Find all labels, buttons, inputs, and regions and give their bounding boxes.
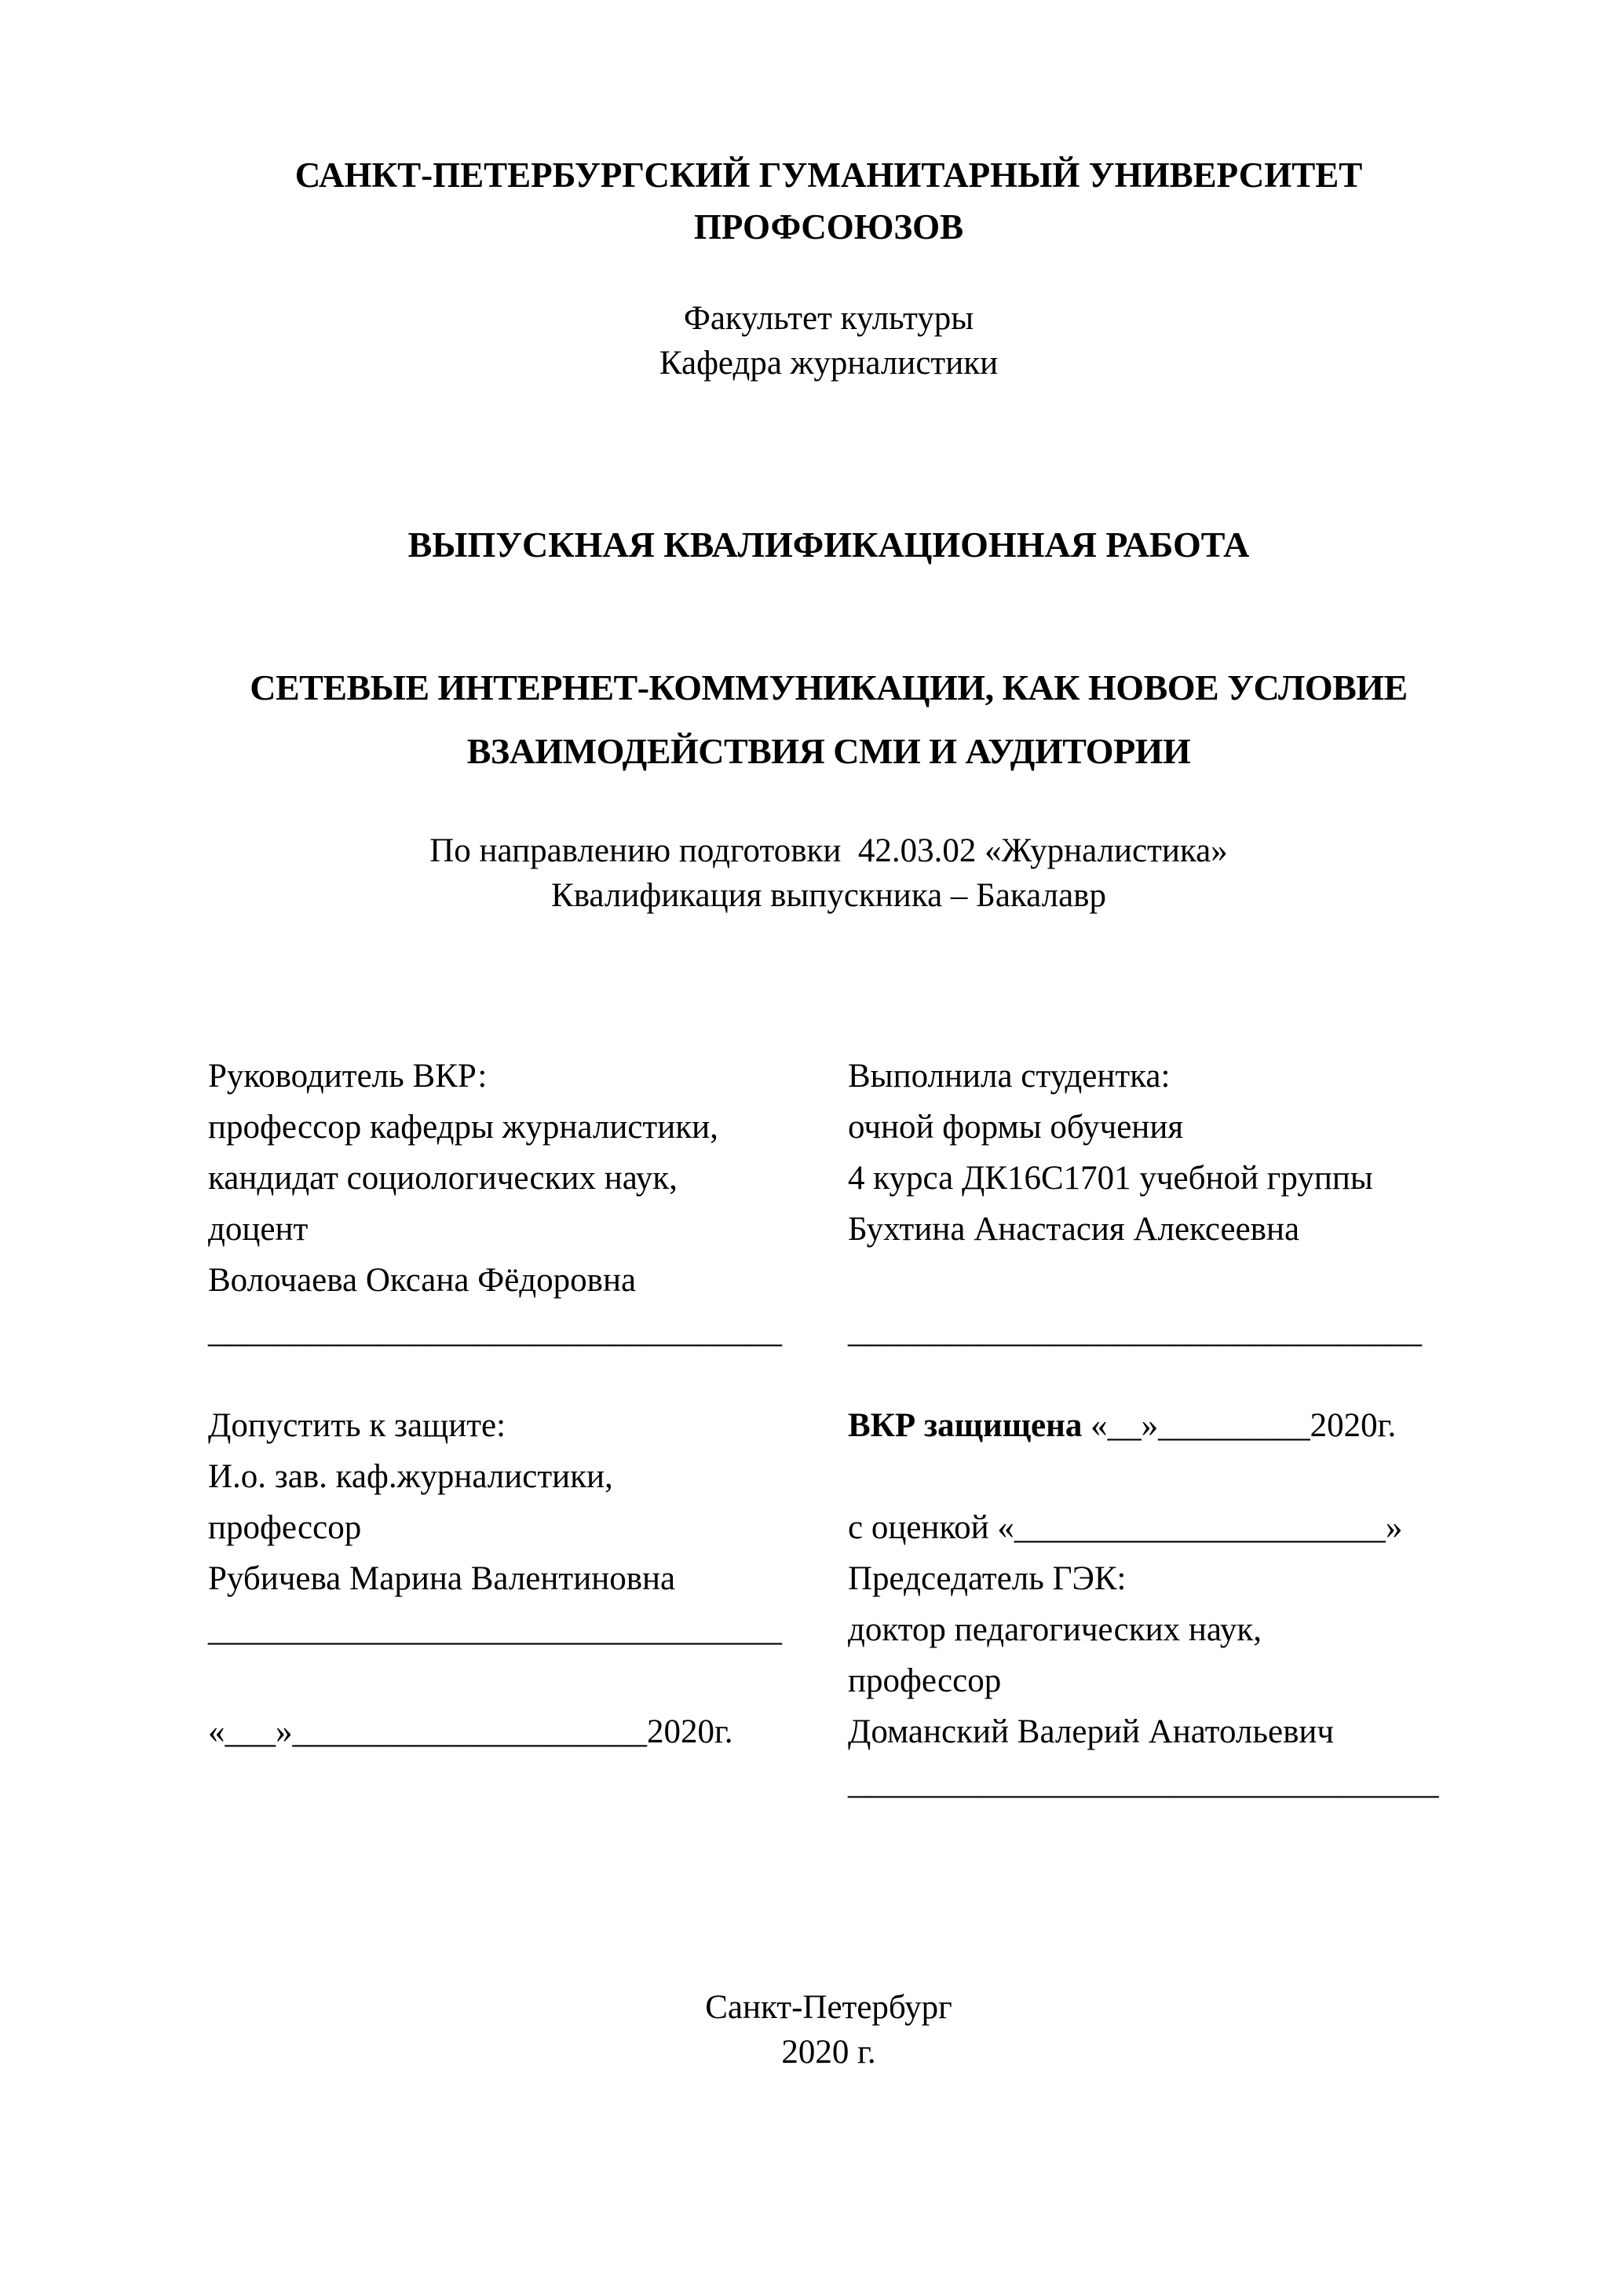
supervisor-role-label: Руководитель ВКР: <box>208 1058 488 1095</box>
supervisor-signature-line: __________________________________ <box>208 1313 782 1350</box>
gek-chair-degree: доктор педагогических наук, <box>848 1611 1262 1648</box>
spacer-line <box>208 1655 789 1706</box>
student-study-form: очной формы обучения <box>848 1109 1184 1146</box>
faculty-name: Факультет культуры <box>683 300 974 337</box>
admission-position-line1: И.о. зав. каф.журналистики, <box>208 1458 613 1495</box>
work-type-heading: ВЫПУСКНАЯ КВАЛИФИКАЦИОННАЯ РАБОТА <box>407 525 1250 565</box>
footer-city: Санкт-Петербург <box>705 1989 952 2026</box>
defense-signature-line: ___________________________________ <box>848 1764 1439 1801</box>
spacer-line <box>848 1255 1449 1306</box>
defense-date-line <box>848 1400 1449 1451</box>
admission-heading: Допустить к защите: <box>208 1407 506 1444</box>
footer-year: 2020 г. <box>781 2034 876 2071</box>
admission-date-line: «___»_____________________2020г. <box>208 1713 733 1750</box>
defense-column <box>848 1400 1449 1808</box>
supervisor-position-line2: кандидат социологических наук, <box>208 1160 678 1197</box>
admission-signature-line: __________________________________ <box>208 1611 782 1648</box>
supervisor-name: Волочаева Оксана Фёдоровна <box>208 1262 637 1299</box>
defense-date-rest: «__»_________2020г. <box>1082 1407 1397 1444</box>
gek-chair-name: Доманский Валерий Анатольевич <box>848 1713 1335 1750</box>
student-name: Бухтина Анастасия Алексеевна <box>848 1211 1300 1248</box>
student-group: 4 курса ДК16С1701 учебной группы <box>848 1160 1373 1197</box>
admission-name: Рубичева Марина Валентиновна <box>208 1560 676 1597</box>
gek-chair-label: Председатель ГЭК: <box>848 1560 1127 1597</box>
supervisor-position-line1: профессор кафедры журналистики, <box>208 1109 718 1146</box>
admission-column <box>208 1400 789 1808</box>
thesis-title-line2: ВЗАИМОДЕЙСТВИЯ СМИ И АУДИТОРИИ <box>466 731 1191 771</box>
thesis-title-line1: СЕТЕВЫЕ ИНТЕРНЕТ-КОММУНИКАЦИИ, КАК НОВОЕ УСЛОВИЕ <box>250 667 1408 707</box>
admission-position-line2: профессор <box>208 1509 362 1546</box>
defense-label: ВКР защищена <box>848 1407 1083 1444</box>
student-column <box>848 1051 1449 1357</box>
student-signature-line: __________________________________ <box>848 1313 1422 1350</box>
gek-chair-rank: профессор <box>848 1662 1002 1699</box>
study-program: По направлению подготовки 42.03.02 «Журналистика» <box>429 832 1228 869</box>
supervisor-position-line3: доцент <box>208 1211 309 1248</box>
graduate-qualification: Квалификация выпускника – Бакалавр <box>551 877 1106 914</box>
university-name-line2: ПРОФСОЮЗОВ <box>693 207 964 247</box>
student-role-label: Выполнила студентка: <box>848 1058 1171 1095</box>
supervisor-column <box>208 1051 789 1357</box>
defense-grade-line: с оценкой «______________________» <box>848 1509 1403 1546</box>
spacer-line <box>848 1451 1449 1502</box>
university-name-line1: САНКТ-ПЕТЕРБУРГСКИЙ ГУМАНИТАРНЫЙ УНИВЕРСИТЕТ <box>294 155 1363 195</box>
signature-block-bottom <box>208 1400 1449 1808</box>
department-name: Кафедра журналистики <box>659 345 999 382</box>
signature-block-top <box>208 1051 1449 1357</box>
